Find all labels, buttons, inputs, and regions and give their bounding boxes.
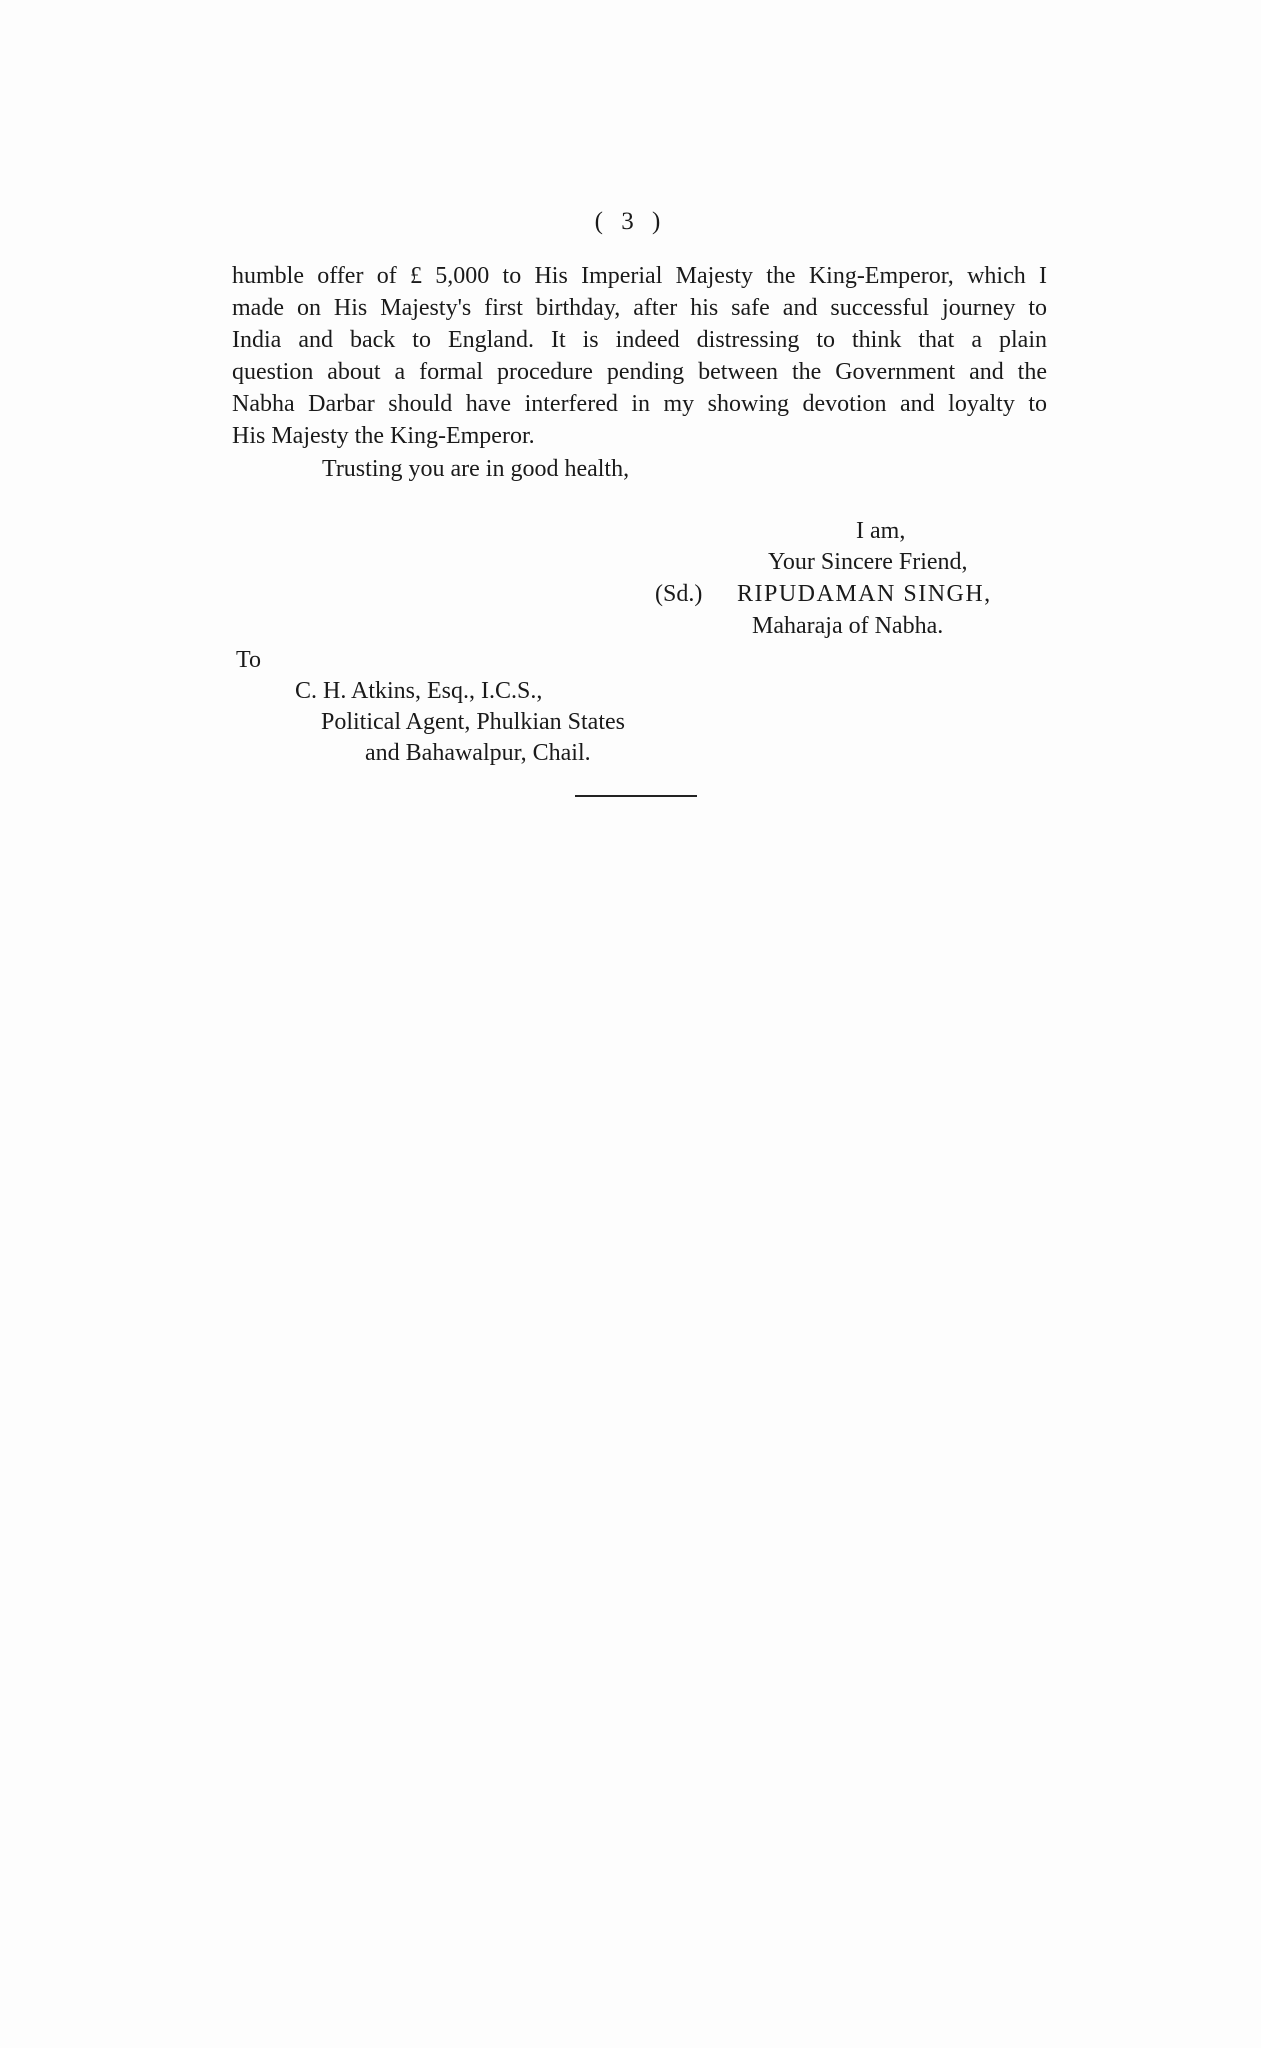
body-line: question about a formal procedure pending between the Government and the: [232, 359, 1047, 385]
signed-mark: (Sd.): [655, 581, 703, 607]
addressee-position: Political Agent, Phulkian States: [321, 709, 625, 735]
body-line: His Majesty the King-Emperor.: [232, 423, 535, 449]
complimentary-close: Your Sincere Friend,: [768, 549, 968, 575]
body-line: Nabha Darbar should have interfered in my showing devotion and loyalty to: [232, 391, 1047, 417]
body-line: humble offer of £ 5,000 to His Imperial Majesty the King-Emperor, which I: [232, 263, 1047, 289]
end-rule-divider: [575, 795, 697, 797]
page-number: ( 3 ): [594, 208, 667, 235]
addressee-name: C. H. Atkins, Esq., I.C.S.,: [295, 678, 543, 704]
body-line: made on His Majesty's first birthday, after his safe and successful journey to: [232, 295, 1047, 321]
closing-line: Trusting you are in good health,: [322, 456, 630, 482]
signature-salutation: I am,: [856, 518, 906, 544]
signatory-title: Maharaja of Nabha.: [752, 613, 944, 639]
addressee-location: and Bahawalpur, Chail.: [365, 740, 591, 766]
body-line: India and back to England. It is indeed distressing to think that a plain: [232, 327, 1047, 353]
letter-body: [232, 260, 1047, 452]
signatory-name: RIPUDAMAN SINGH,: [737, 581, 992, 607]
to-label: To: [236, 647, 261, 673]
